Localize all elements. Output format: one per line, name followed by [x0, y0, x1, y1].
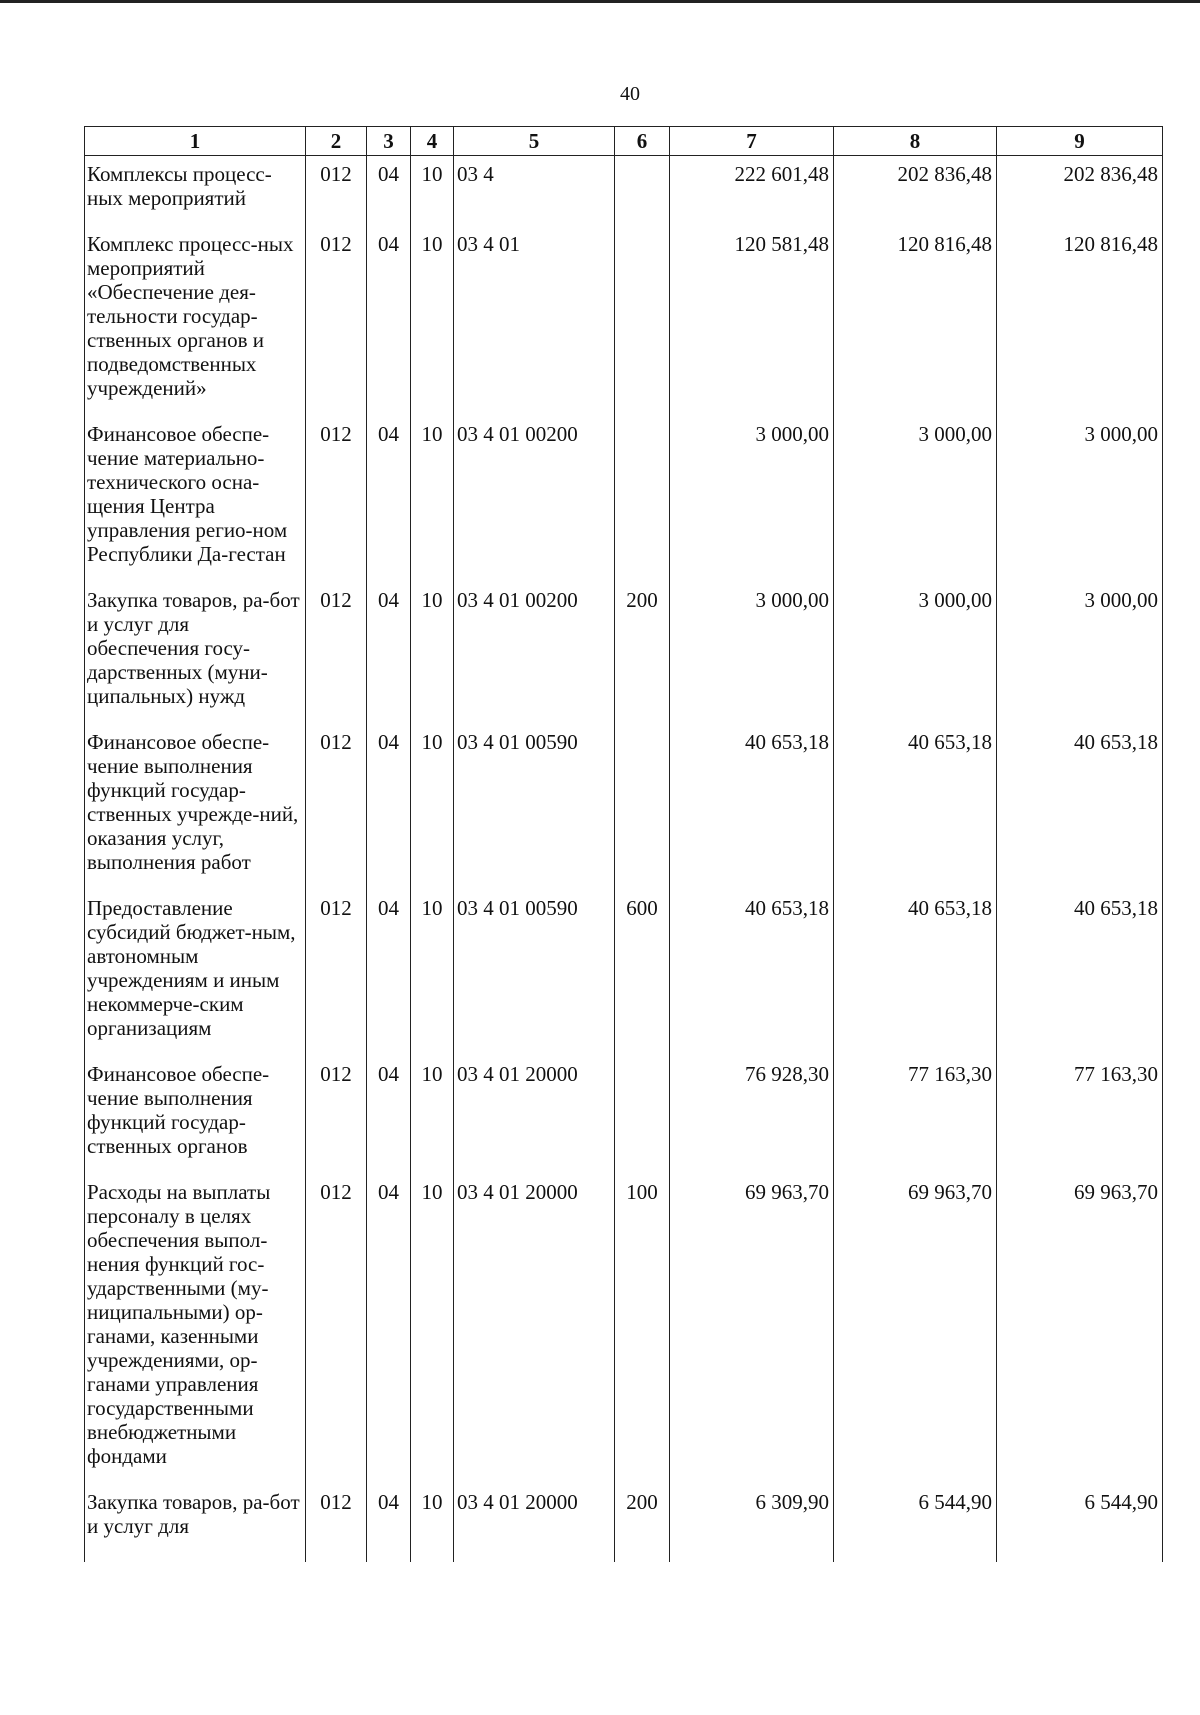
target-article: 03 4 01 00200 — [454, 416, 615, 582]
expense-type: 200 — [615, 582, 670, 724]
column-header: 3 — [367, 127, 411, 156]
ministry-code: 012 — [306, 724, 367, 890]
sum-year-1: 6 309,90 — [670, 1484, 834, 1562]
column-header: 9 — [997, 127, 1163, 156]
subsection-code: 10 — [411, 724, 454, 890]
sum-year-1: 222 601,48 — [670, 156, 834, 227]
expense-type — [615, 724, 670, 890]
sum-year-2: 40 653,18 — [834, 724, 997, 890]
section-code: 04 — [367, 1484, 411, 1562]
sum-year-3: 120 816,48 — [997, 226, 1163, 416]
row-name: Закупка товаров, ра-бот и услуг для — [85, 1484, 306, 1562]
ministry-code: 012 — [306, 1056, 367, 1174]
ministry-code: 012 — [306, 156, 367, 227]
ministry-code: 012 — [306, 1174, 367, 1484]
sum-year-3: 40 653,18 — [997, 890, 1163, 1056]
row-name: Комплексы процесс-ных мероприятий — [85, 156, 306, 227]
sum-year-1: 69 963,70 — [670, 1174, 834, 1484]
column-header: 2 — [306, 127, 367, 156]
ministry-code: 012 — [306, 890, 367, 1056]
column-header: 8 — [834, 127, 997, 156]
sum-year-3: 40 653,18 — [997, 724, 1163, 890]
row-name: Закупка товаров, ра-бот и услуг для обеспечения госу-дарственных (муни-ципальных) нужд — [85, 582, 306, 724]
column-header: 5 — [454, 127, 615, 156]
table-row — [85, 1174, 1163, 1484]
top-rule — [0, 0, 1200, 3]
ministry-code: 012 — [306, 582, 367, 724]
sum-year-1: 120 581,48 — [670, 226, 834, 416]
sum-year-1: 3 000,00 — [670, 582, 834, 724]
target-article: 03 4 01 20000 — [454, 1174, 615, 1484]
table-row — [85, 724, 1163, 890]
ministry-code: 012 — [306, 416, 367, 582]
table-row — [85, 156, 1163, 227]
row-name: Предоставление субсидий бюджет-ным, автономным учреждениям и иным некоммерче-ским организациям — [85, 890, 306, 1056]
table-row — [85, 1056, 1163, 1174]
row-name: Комплекс процесс-ных мероприятий «Обеспечение дея-тельности государ-ственных органов и подведомственных учреждений» — [85, 226, 306, 416]
sum-year-2: 6 544,90 — [834, 1484, 997, 1562]
sum-year-3: 3 000,00 — [997, 416, 1163, 582]
row-name: Финансовое обеспе-чение выполнения функций государ-ственных органов — [85, 1056, 306, 1174]
sum-year-2: 3 000,00 — [834, 582, 997, 724]
sum-year-1: 3 000,00 — [670, 416, 834, 582]
expense-type — [615, 226, 670, 416]
subsection-code: 10 — [411, 416, 454, 582]
target-article: 03 4 — [454, 156, 615, 227]
row-name: Финансовое обеспе-чение выполнения функций государ-ственных учрежде-ний, оказания услуг, выполнения работ — [85, 724, 306, 890]
section-code: 04 — [367, 582, 411, 724]
table-row — [85, 416, 1163, 582]
target-article: 03 4 01 — [454, 226, 615, 416]
column-header: 1 — [85, 127, 306, 156]
target-article: 03 4 01 00590 — [454, 890, 615, 1056]
table-row — [85, 890, 1163, 1056]
sum-year-1: 76 928,30 — [670, 1056, 834, 1174]
page-number: 40 — [620, 83, 640, 105]
section-code: 04 — [367, 1056, 411, 1174]
expense-type — [615, 156, 670, 227]
table-row — [85, 226, 1163, 416]
sum-year-2: 40 653,18 — [834, 890, 997, 1056]
sum-year-2: 3 000,00 — [834, 416, 997, 582]
expense-type: 100 — [615, 1174, 670, 1484]
section-code: 04 — [367, 724, 411, 890]
subsection-code: 10 — [411, 582, 454, 724]
expense-type — [615, 1056, 670, 1174]
subsection-code: 10 — [411, 1174, 454, 1484]
section-code: 04 — [367, 1174, 411, 1484]
column-header: 4 — [411, 127, 454, 156]
sum-year-1: 40 653,18 — [670, 890, 834, 1056]
table-row — [85, 582, 1163, 724]
sum-year-2: 77 163,30 — [834, 1056, 997, 1174]
sum-year-3: 69 963,70 — [997, 1174, 1163, 1484]
header-row — [85, 127, 1163, 156]
sum-year-2: 202 836,48 — [834, 156, 997, 227]
section-code: 04 — [367, 890, 411, 1056]
column-header: 7 — [670, 127, 834, 156]
sum-year-2: 120 816,48 — [834, 226, 997, 416]
row-name: Финансовое обеспе-чение материально-технического осна-щения Центра управления регио-ном Республики Да-гестан — [85, 416, 306, 582]
subsection-code: 10 — [411, 1056, 454, 1174]
section-code: 04 — [367, 416, 411, 582]
target-article: 03 4 01 20000 — [454, 1056, 615, 1174]
expense-type — [615, 416, 670, 582]
ministry-code: 012 — [306, 1484, 367, 1562]
column-header: 6 — [615, 127, 670, 156]
subsection-code: 10 — [411, 890, 454, 1056]
target-article: 03 4 01 00200 — [454, 582, 615, 724]
sum-year-3: 6 544,90 — [997, 1484, 1163, 1562]
table-row — [85, 1484, 1163, 1562]
sum-year-1: 40 653,18 — [670, 724, 834, 890]
sum-year-3: 77 163,30 — [997, 1056, 1163, 1174]
target-article: 03 4 01 00590 — [454, 724, 615, 890]
section-code: 04 — [367, 226, 411, 416]
subsection-code: 10 — [411, 156, 454, 227]
expense-type: 600 — [615, 890, 670, 1056]
sum-year-3: 202 836,48 — [997, 156, 1163, 227]
sum-year-3: 3 000,00 — [997, 582, 1163, 724]
expense-type: 200 — [615, 1484, 670, 1562]
target-article: 03 4 01 20000 — [454, 1484, 615, 1562]
row-name: Расходы на выплаты персоналу в целях обеспечения выпол-нения функций гос-ударственными (му-ниципальными) ор-ганами, казенными учреждениями, ор-ганами управления государственными внебюджетными фондами — [85, 1174, 306, 1484]
subsection-code: 10 — [411, 226, 454, 416]
sum-year-2: 69 963,70 — [834, 1174, 997, 1484]
budget-table — [84, 126, 1163, 1562]
section-code: 04 — [367, 156, 411, 227]
subsection-code: 10 — [411, 1484, 454, 1562]
ministry-code: 012 — [306, 226, 367, 416]
